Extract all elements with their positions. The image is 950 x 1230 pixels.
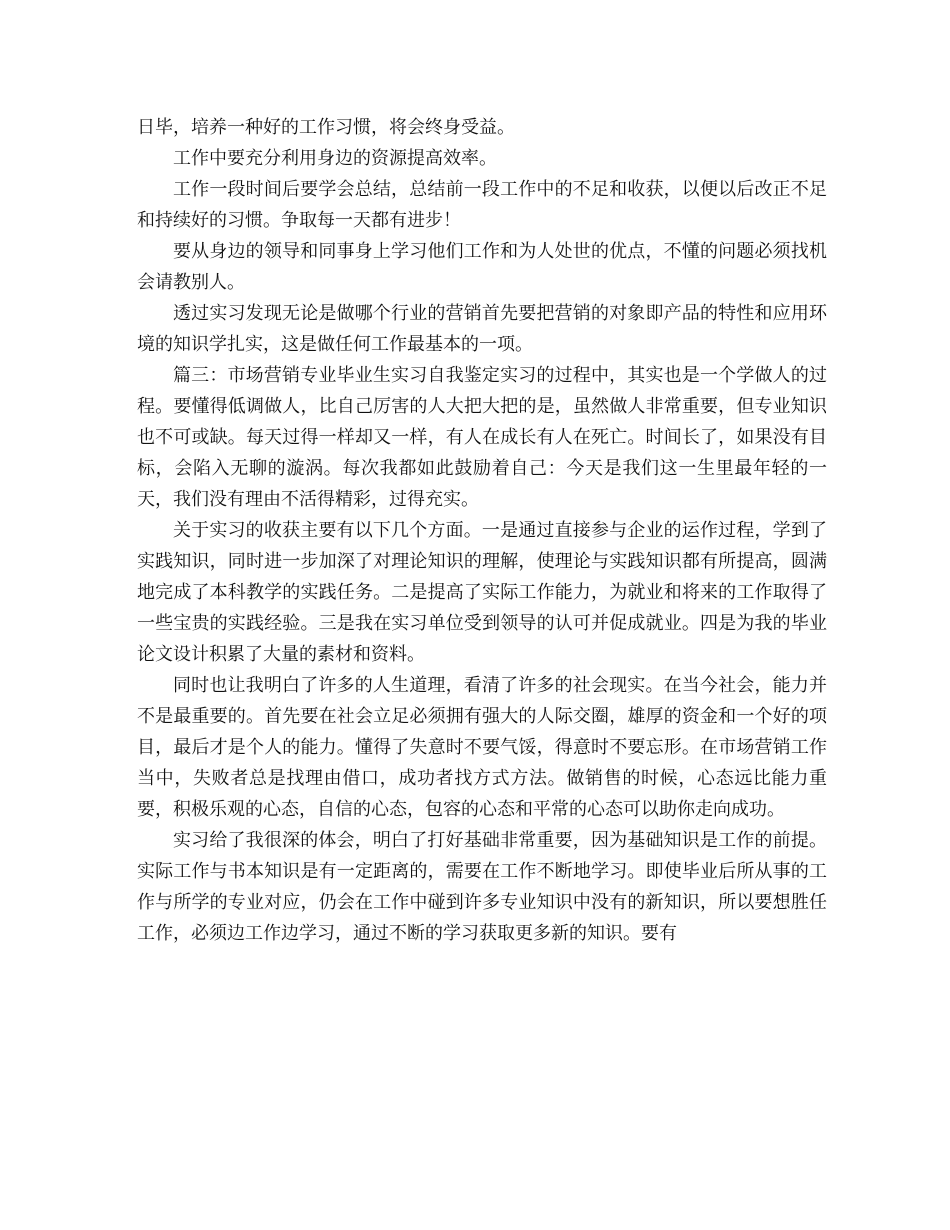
paragraph: 工作中要充分利用身边的资源提高效率。 bbox=[173, 148, 497, 169]
document-body bbox=[137, 112, 827, 949]
paragraph: 关于实习的收获主要有以下几个方面。一是通过直接参与企业的运作过程，学到了实践知识，同时进一步加深了对理论知识的理解，使理论与实践知识都有所提高，圆满地完成了本科教学的实践任务。二是提高了实际工作能力，为就业和将来的工作取得了一些宝贵的实践经验。三是我在实习单位受到领导的认可并促成就业。四是为我的毕业论文设计积累了大量的素材和资料。 bbox=[137, 520, 827, 665]
paragraph-continued: 日毕，培养一种好的工作习惯，将会终身受益。 bbox=[137, 117, 515, 138]
paragraph: 篇三：市场营销专业毕业生实习自我鉴定实习的过程中，其实也是一个学做人的过程。要懂得低调做人，比自己厉害的人大把大把的是，虽然做人非常重要，但专业知识也不可或缺。每天过得一样却又一样，有人在成长有人在死亡。时间长了，如果没有目标，会陷入无聊的漩涡。每次我都如此鼓励着自己：今天是我们这一生里最年轻的一天，我们没有理由不活得精彩，过得充实。 bbox=[137, 365, 827, 510]
paragraph: 工作一段时间后要学会总结，总结前一段工作中的不足和收获，以便以后改正不足和持续好的习惯。争取每一天都有进步！ bbox=[137, 179, 827, 231]
paragraph: 同时也让我明白了许多的人生道理，看清了许多的社会现实。在当今社会，能力并不是最重要的。首先要在社会立足必须拥有强大的人际交圈，雄厚的资金和一个好的项目，最后才是个人的能力。懂得了失意时不要气馁，得意时不要忘形。在市场营销工作当中，失败者总是找理由借口，成功者找方式方法。做销售的时候，心态远比能力重要，积极乐观的心态，自信的心态，包容的心态和平常的心态可以助你走向成功。 bbox=[137, 675, 827, 820]
paragraph: 要从身边的领导和同事身上学习他们工作和为人处世的优点，不懂的问题必须找机会请教别人。 bbox=[137, 241, 827, 293]
paragraph: 实习给了我很深的体会，明白了打好基础非常重要，因为基础知识是工作的前提。实际工作与书本知识是有一定距离的，需要在工作不断地学习。即使毕业后所从事的工作与所学的专业对应，仍会在工作中碰到许多专业知识中没有的新知识，所以要想胜任工作，必须边工作边学习，通过不断的学习获取更多新的知识。要有 bbox=[137, 830, 827, 944]
paragraph: 透过实习发现无论是做哪个行业的营销首先要把营销的对象即产品的特性和应用环境的知识学扎实，这是做任何工作最基本的一项。 bbox=[137, 303, 827, 355]
